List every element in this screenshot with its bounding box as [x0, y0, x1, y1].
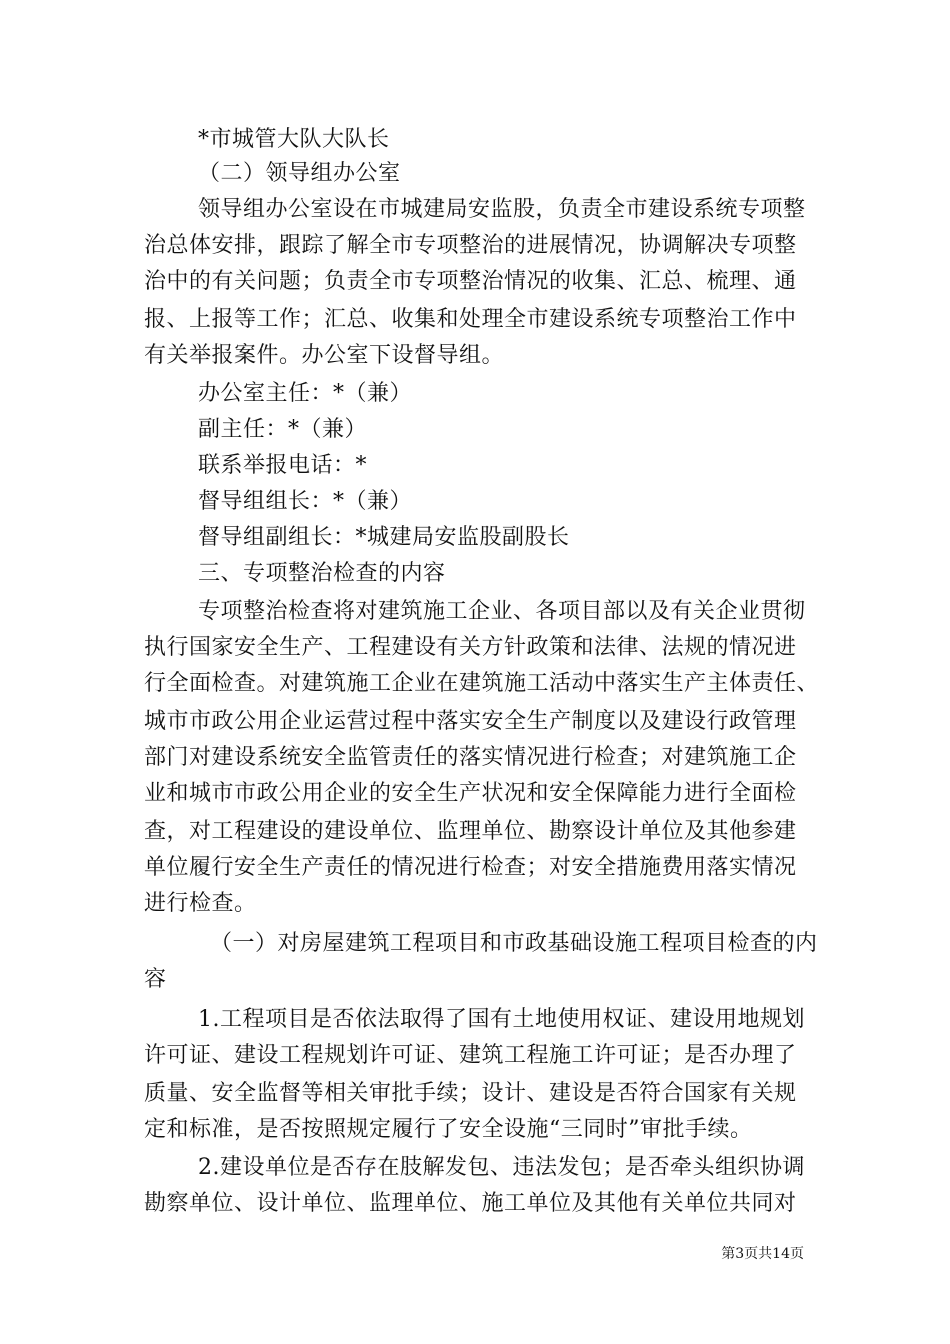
- text-line: 单位履行安全生产责任的情况进行检查；对安全措施费用落实情况: [144, 855, 797, 880]
- text-line: 行全面检查。对建筑施工企业在建筑施工活动中落实生产主体责任、: [144, 671, 820, 696]
- section-heading: （一）对房屋建筑工程项目和市政基础设施工程项目检查的内: [210, 931, 818, 956]
- text-line: 城市市政公用企业运营过程中落实安全生产制度以及建设行政管理: [144, 709, 797, 734]
- text-line: 有关举报案件。办公室下设督导组。: [144, 343, 505, 368]
- text-line: 1.工程项目是否依法取得了国有土地使用权证、建设用地规划: [198, 1007, 805, 1032]
- text-line: 联系举报电话：*: [198, 453, 368, 478]
- text-line: 治中的有关问题；负责全市专项整治情况的收集、汇总、梳理、通: [144, 269, 797, 294]
- text-line: 容: [144, 967, 167, 992]
- text-line: 进行检查。: [144, 891, 257, 916]
- text-line: 专项整治检查将对建筑施工企业、各项目部以及有关企业贯彻: [198, 599, 806, 624]
- text-line: 质量、安全监督等相关审批手续；设计、建设是否符合国家有关规: [144, 1081, 797, 1106]
- text-line: 办公室主任：*（兼）: [198, 381, 413, 406]
- section-heading: （二）领导组办公室: [198, 161, 401, 186]
- section-heading: 三、专项整治检查的内容: [198, 561, 446, 586]
- page-number: 第3页共14页: [721, 1246, 804, 1262]
- text-line: 督导组组长：*（兼）: [198, 489, 413, 514]
- text-line: 勘察单位、设计单位、监理单位、施工单位及其他有关单位共同对: [144, 1191, 797, 1216]
- text-line: *市城管大队大队长: [198, 127, 390, 152]
- text-line: 报、上报等工作；汇总、收集和处理全市建设系统专项整治工作中: [144, 307, 797, 332]
- text-line: 业和城市市政公用企业的安全生产状况和安全保障能力进行全面检: [144, 781, 797, 806]
- text-line: 定和标准，是否按照规定履行了安全设施“三同时”审批手续。: [144, 1117, 753, 1142]
- text-line: 部门对建设系统安全监管责任的落实情况进行检查；对建筑施工企: [144, 745, 797, 770]
- text-line: 许可证、建设工程规划许可证、建筑工程施工许可证；是否办理了: [144, 1043, 797, 1068]
- text-line: 治总体安排，跟踪了解全市专项整治的进展情况，协调解决专项整: [144, 233, 797, 258]
- text-line: 查，对工程建设的建设单位、监理单位、勘察设计单位及其他参建: [144, 819, 797, 844]
- text-line: 执行国家安全生产、工程建设有关方针政策和法律、法规的情况进: [144, 635, 797, 660]
- text-line: 副主任：*（兼）: [198, 417, 368, 442]
- text-line: 督导组副组长：*城建局安监股副股长: [198, 525, 570, 550]
- text-line: 领导组办公室设在市城建局安监股，负责全市建设系统专项整: [198, 197, 806, 222]
- text-line: 2.建设单位是否存在肢解发包、违法发包；是否牵头组织协调: [198, 1155, 805, 1180]
